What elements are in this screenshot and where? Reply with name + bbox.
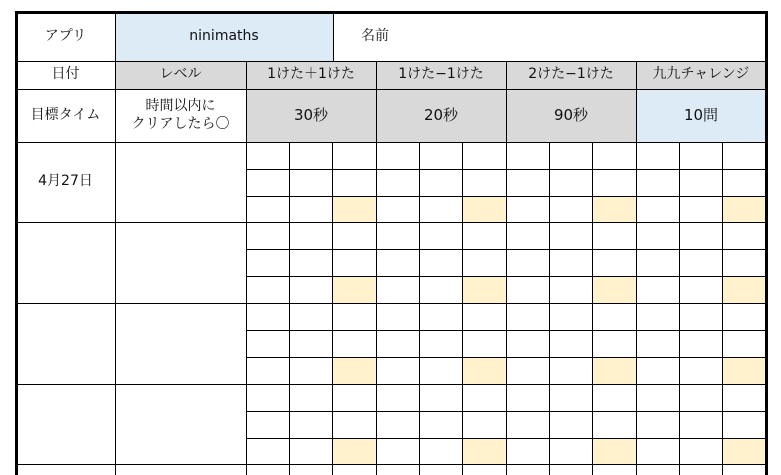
record-cell[interactable]	[722, 438, 766, 464]
record-cell[interactable]	[636, 169, 679, 196]
target-time-label: 目標タイム	[30, 106, 101, 123]
record-cell[interactable]	[462, 276, 506, 303]
record-cell[interactable]	[636, 276, 679, 303]
record-cell[interactable]	[506, 276, 549, 303]
record-cell[interactable]	[506, 357, 549, 384]
level-3: 2けた−1けた	[506, 61, 636, 89]
app-label: アプリ	[44, 27, 87, 44]
record-cell[interactable]	[332, 384, 376, 411]
record-cell[interactable]	[549, 276, 592, 303]
record-cell[interactable]	[376, 169, 419, 196]
record-cell[interactable]	[419, 357, 462, 384]
level-1: 1けた＋1けた	[246, 61, 376, 89]
record-cell[interactable]	[332, 222, 376, 249]
level-header: レベル	[115, 61, 246, 89]
table-rule	[549, 142, 550, 475]
record-cell[interactable]	[376, 276, 419, 303]
record-cell[interactable]	[506, 249, 549, 276]
record-cell[interactable]	[376, 222, 419, 249]
record-cell[interactable]	[289, 303, 332, 330]
record-cell[interactable]	[592, 276, 636, 303]
record-cell[interactable]	[679, 384, 722, 411]
record-cell[interactable]	[722, 169, 766, 196]
record-cell[interactable]	[549, 249, 592, 276]
entry-level[interactable]	[115, 142, 246, 222]
record-cell[interactable]	[506, 384, 549, 411]
record-cell[interactable]	[376, 357, 419, 384]
record-cell[interactable]	[462, 303, 506, 330]
record-cell[interactable]	[376, 142, 419, 169]
record-cell[interactable]	[289, 222, 332, 249]
record-cell[interactable]	[722, 411, 766, 438]
record-cell[interactable]	[462, 357, 506, 384]
record-cell[interactable]	[549, 357, 592, 384]
entry-date[interactable]	[16, 303, 115, 384]
record-cell[interactable]	[376, 411, 419, 438]
record-cell[interactable]	[549, 384, 592, 411]
record-cell[interactable]	[592, 169, 636, 196]
record-cell[interactable]	[289, 249, 332, 276]
record-cell[interactable]	[419, 169, 462, 196]
record-cell[interactable]	[636, 303, 679, 330]
table-rule	[722, 142, 723, 475]
table-rule	[16, 384, 766, 385]
entry-level[interactable]	[115, 384, 246, 464]
record-cell[interactable]	[679, 330, 722, 357]
record-cell[interactable]	[332, 438, 376, 464]
record-cell[interactable]	[592, 411, 636, 438]
record-cell[interactable]	[419, 249, 462, 276]
record-cell[interactable]	[419, 330, 462, 357]
entry-date[interactable]	[16, 384, 115, 464]
record-cell[interactable]	[376, 384, 419, 411]
target-2: 20秒	[376, 89, 506, 142]
table-rule	[765, 11, 768, 475]
record-cell[interactable]	[419, 411, 462, 438]
record-cell[interactable]	[679, 303, 722, 330]
target-4: 10問	[636, 89, 766, 142]
record-cell[interactable]	[679, 142, 722, 169]
record-cell[interactable]	[592, 222, 636, 249]
record-cell[interactable]	[332, 357, 376, 384]
record-cell[interactable]	[506, 196, 549, 222]
level-2: 1けた−1けた	[376, 61, 506, 89]
record-cell[interactable]	[289, 411, 332, 438]
record-cell[interactable]	[332, 142, 376, 169]
record-cell[interactable]	[289, 438, 332, 464]
table-rule	[246, 357, 766, 358]
table-rule	[376, 61, 377, 475]
record-cell[interactable]	[246, 276, 289, 303]
record-cell[interactable]	[376, 438, 419, 464]
entry-date[interactable]: 4月27日	[38, 173, 93, 190]
record-cell[interactable]	[722, 222, 766, 249]
record-cell[interactable]	[592, 357, 636, 384]
target-1: 30秒	[246, 89, 376, 142]
record-cell[interactable]	[549, 222, 592, 249]
record-cell[interactable]	[332, 303, 376, 330]
table-rule	[506, 61, 507, 475]
record-cell[interactable]	[722, 357, 766, 384]
record-cell[interactable]	[549, 411, 592, 438]
record-cell[interactable]	[722, 249, 766, 276]
record-cell[interactable]	[679, 249, 722, 276]
table-rule	[115, 12, 116, 475]
record-cell[interactable]	[246, 438, 289, 464]
record-cell[interactable]	[722, 303, 766, 330]
table-rule	[246, 249, 766, 250]
record-cell[interactable]	[506, 222, 549, 249]
record-cell[interactable]	[636, 384, 679, 411]
record-cell[interactable]	[549, 142, 592, 169]
table-rule	[16, 222, 766, 223]
target-3: 90秒	[506, 89, 636, 142]
table-rule	[332, 142, 333, 475]
record-cell[interactable]	[679, 438, 722, 464]
table-rule	[16, 142, 766, 143]
record-cell[interactable]	[679, 276, 722, 303]
table-rule	[16, 89, 766, 90]
record-cell[interactable]	[246, 384, 289, 411]
table-rule	[15, 11, 18, 475]
table-rule	[246, 61, 247, 475]
record-cell[interactable]	[592, 249, 636, 276]
record-cell[interactable]	[636, 142, 679, 169]
table-rule	[592, 142, 593, 475]
record-cell[interactable]	[246, 169, 289, 196]
record-cell[interactable]	[462, 438, 506, 464]
record-cell[interactable]	[722, 330, 766, 357]
record-cell[interactable]	[592, 196, 636, 222]
record-cell[interactable]	[636, 196, 679, 222]
record-cell[interactable]	[462, 411, 506, 438]
name-label: 名前	[361, 27, 389, 44]
record-cell[interactable]	[246, 196, 289, 222]
record-cell[interactable]	[636, 249, 679, 276]
record-cell[interactable]	[419, 303, 462, 330]
record-cell[interactable]	[419, 384, 462, 411]
table-rule	[16, 464, 766, 465]
table-rule	[289, 142, 290, 475]
app-name: ninimaths	[115, 12, 333, 61]
record-cell[interactable]	[419, 142, 462, 169]
record-cell[interactable]	[636, 222, 679, 249]
record-cell[interactable]	[679, 222, 722, 249]
record-cell[interactable]	[289, 169, 332, 196]
record-cell[interactable]	[376, 249, 419, 276]
record-cell[interactable]	[419, 222, 462, 249]
record-cell[interactable]	[332, 276, 376, 303]
table-rule	[246, 411, 766, 412]
record-cell[interactable]	[289, 196, 332, 222]
record-cell[interactable]	[289, 276, 332, 303]
record-cell[interactable]	[636, 357, 679, 384]
record-cell[interactable]	[506, 330, 549, 357]
record-cell[interactable]	[462, 169, 506, 196]
record-cell[interactable]	[289, 357, 332, 384]
record-cell[interactable]	[592, 438, 636, 464]
record-cell[interactable]	[679, 411, 722, 438]
record-cell[interactable]	[376, 196, 419, 222]
clear-rule-text: 時間以内に クリアしたら〇	[131, 98, 230, 132]
record-cell[interactable]	[289, 330, 332, 357]
table-rule	[462, 142, 463, 475]
record-cell[interactable]	[332, 196, 376, 222]
record-cell[interactable]	[419, 438, 462, 464]
table-rule	[419, 142, 420, 475]
table-rule	[679, 142, 680, 475]
record-cell[interactable]	[722, 196, 766, 222]
record-cell[interactable]	[332, 411, 376, 438]
record-cell[interactable]	[289, 142, 332, 169]
record-cell[interactable]	[332, 249, 376, 276]
record-cell[interactable]	[289, 384, 332, 411]
entry-level[interactable]	[115, 303, 246, 384]
record-cell[interactable]	[462, 330, 506, 357]
table-rule	[16, 61, 766, 62]
record-cell[interactable]	[506, 303, 549, 330]
record-cell[interactable]	[722, 384, 766, 411]
name-field[interactable]	[413, 12, 765, 61]
record-cell[interactable]	[506, 142, 549, 169]
record-cell[interactable]	[246, 330, 289, 357]
record-cell[interactable]	[722, 276, 766, 303]
record-cell[interactable]	[419, 276, 462, 303]
record-cell[interactable]	[332, 169, 376, 196]
record-cell[interactable]	[549, 330, 592, 357]
record-cell[interactable]	[376, 303, 419, 330]
record-cell[interactable]	[246, 249, 289, 276]
date-header: 日付	[51, 66, 80, 83]
record-cell[interactable]	[419, 196, 462, 222]
record-cell[interactable]	[679, 196, 722, 222]
record-cell[interactable]	[246, 303, 289, 330]
record-cell[interactable]	[246, 142, 289, 169]
record-cell[interactable]	[506, 438, 549, 464]
table-rule	[246, 330, 766, 331]
record-cell[interactable]	[549, 303, 592, 330]
table-rule	[636, 61, 637, 475]
record-cell[interactable]	[462, 142, 506, 169]
record-cell[interactable]	[549, 438, 592, 464]
record-cell[interactable]	[636, 411, 679, 438]
record-cell[interactable]	[462, 249, 506, 276]
record-cell[interactable]	[592, 384, 636, 411]
record-cell[interactable]	[636, 330, 679, 357]
table-rule	[246, 169, 766, 170]
record-cell[interactable]	[592, 142, 636, 169]
record-cell[interactable]	[376, 330, 419, 357]
table-rule	[333, 12, 334, 61]
record-cell[interactable]	[462, 196, 506, 222]
table-rule	[16, 11, 766, 14]
record-cell[interactable]	[246, 222, 289, 249]
level-4: 九九チャレンジ	[636, 61, 766, 89]
record-cell[interactable]	[506, 169, 549, 196]
record-cell[interactable]	[549, 196, 592, 222]
record-cell[interactable]	[506, 411, 549, 438]
entry-level[interactable]	[115, 222, 246, 303]
record-cell[interactable]	[722, 142, 766, 169]
table-rule	[246, 196, 766, 197]
record-cell[interactable]	[246, 411, 289, 438]
record-cell[interactable]	[462, 384, 506, 411]
record-cell[interactable]	[246, 357, 289, 384]
record-cell[interactable]	[592, 330, 636, 357]
record-cell[interactable]	[462, 222, 506, 249]
record-cell[interactable]	[679, 169, 722, 196]
record-cell[interactable]	[636, 438, 679, 464]
table-rule	[16, 303, 766, 304]
record-cell[interactable]	[592, 303, 636, 330]
record-cell[interactable]	[679, 357, 722, 384]
entry-date[interactable]	[16, 222, 115, 303]
record-cell[interactable]	[332, 330, 376, 357]
table-rule	[246, 276, 766, 277]
table-rule	[246, 438, 766, 439]
record-cell[interactable]	[549, 169, 592, 196]
